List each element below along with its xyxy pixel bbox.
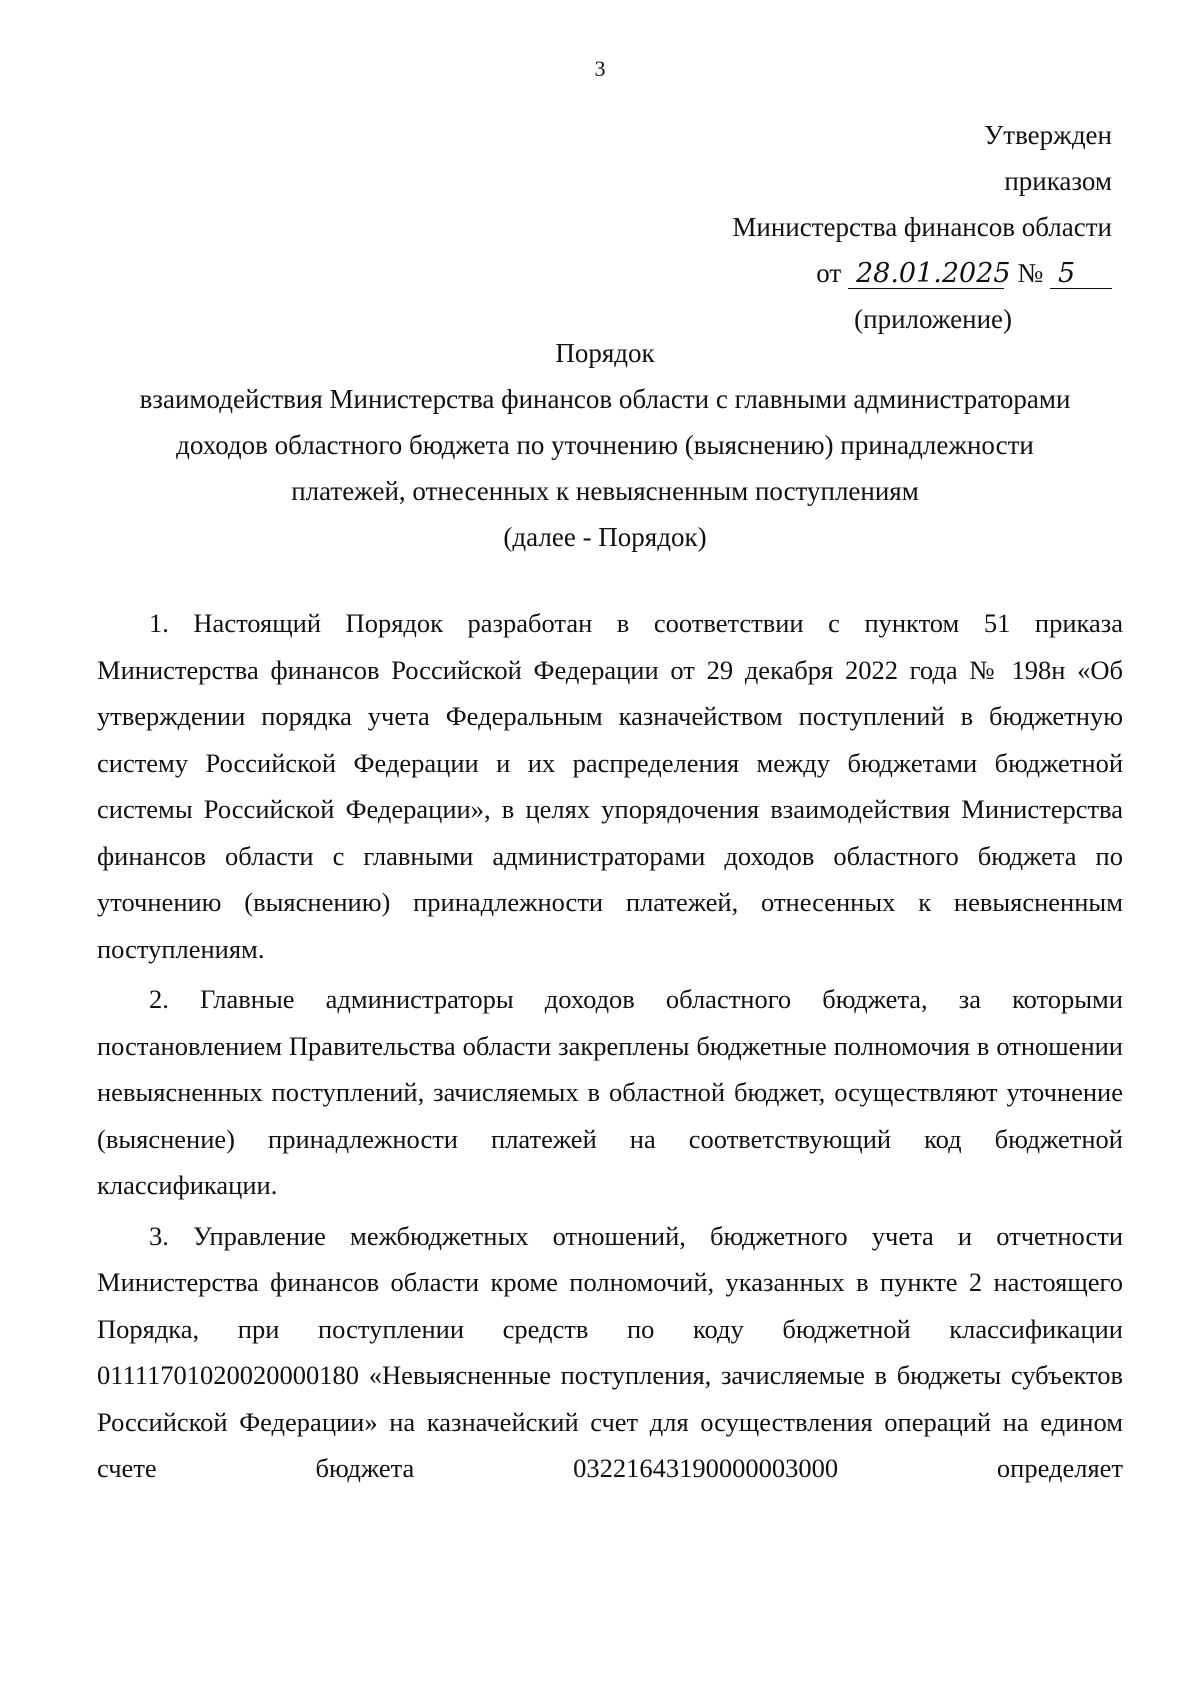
document-body [97,600,1123,1496]
approval-line-ministry: Министерства финансов области [732,212,1112,242]
paragraph-2: 2. Главные администраторы доходов областного бюджета, за которыми постановлением Правительства области закреплены бюджетные полномочия в отношении невыясненных поступлений, зачисляемых в областной бюджет, осуществляют уточнение (выяснение) принадлежности платежей на соответствующий код бюджетной классификации. [97,984,1123,1200]
title-line-4: (далее - Порядок) [503,522,707,552]
title-line-3: платежей, отнесенных к невыясненным поступлениям [291,476,919,506]
title-line-2: доходов областного бюджета по уточнению (выяснению) принадлежности [176,430,1034,460]
paragraph-3: 3. Управление межбюджетных отношений, бюджетного учета и отчетности Министерства финансов области кроме полномочий, указанных в пункте 2 настоящего Порядка, при поступлении средств по коду бюджетной классификации 01111701020020000180 «Невыясненные поступления, зачисляемые в бюджеты субъектов Российской Федерации» на казначейский счет для осуществления операций на едином счете бюджета 03221643190000003000 определяет [97,1220,1123,1483]
approval-date-line [512,250,1112,296]
approval-line-order: приказом [1004,166,1112,196]
paragraph-1: 1. Настоящий Порядок разработан в соответствии с пунктом 51 приказа Министерства финансов Российской Федерации от 29 декабря 2022 года № 198н «Об утверждении порядка учета Федеральным казначейством поступлений в бюджетную систему Российской Федерации и их распределения между бюджетами бюджетной системы Российской Федерации», в целях упорядочения взаимодействия Министерства финансов области с главными администраторами доходов областного бюджета по уточнению (выяснению) принадлежности платежей, отнесенных к невыясненным поступлениям. [97,608,1123,964]
title-line-1: взаимодействия Министерства финансов области с главными администраторами [139,384,1071,414]
title-heading: Порядок [555,338,655,368]
handwritten-number: 5 [1050,260,1112,289]
date-prefix: от [816,258,842,288]
handwritten-date: 28.01.2025 [848,260,1004,289]
annex-label: (приложение) [854,304,1012,334]
page-number: 3 [594,56,606,81]
number-prefix: № [1017,258,1044,288]
approval-line-approved: Утвержден [984,120,1112,150]
approval-stamp [512,112,1112,342]
document-title [100,330,1110,560]
